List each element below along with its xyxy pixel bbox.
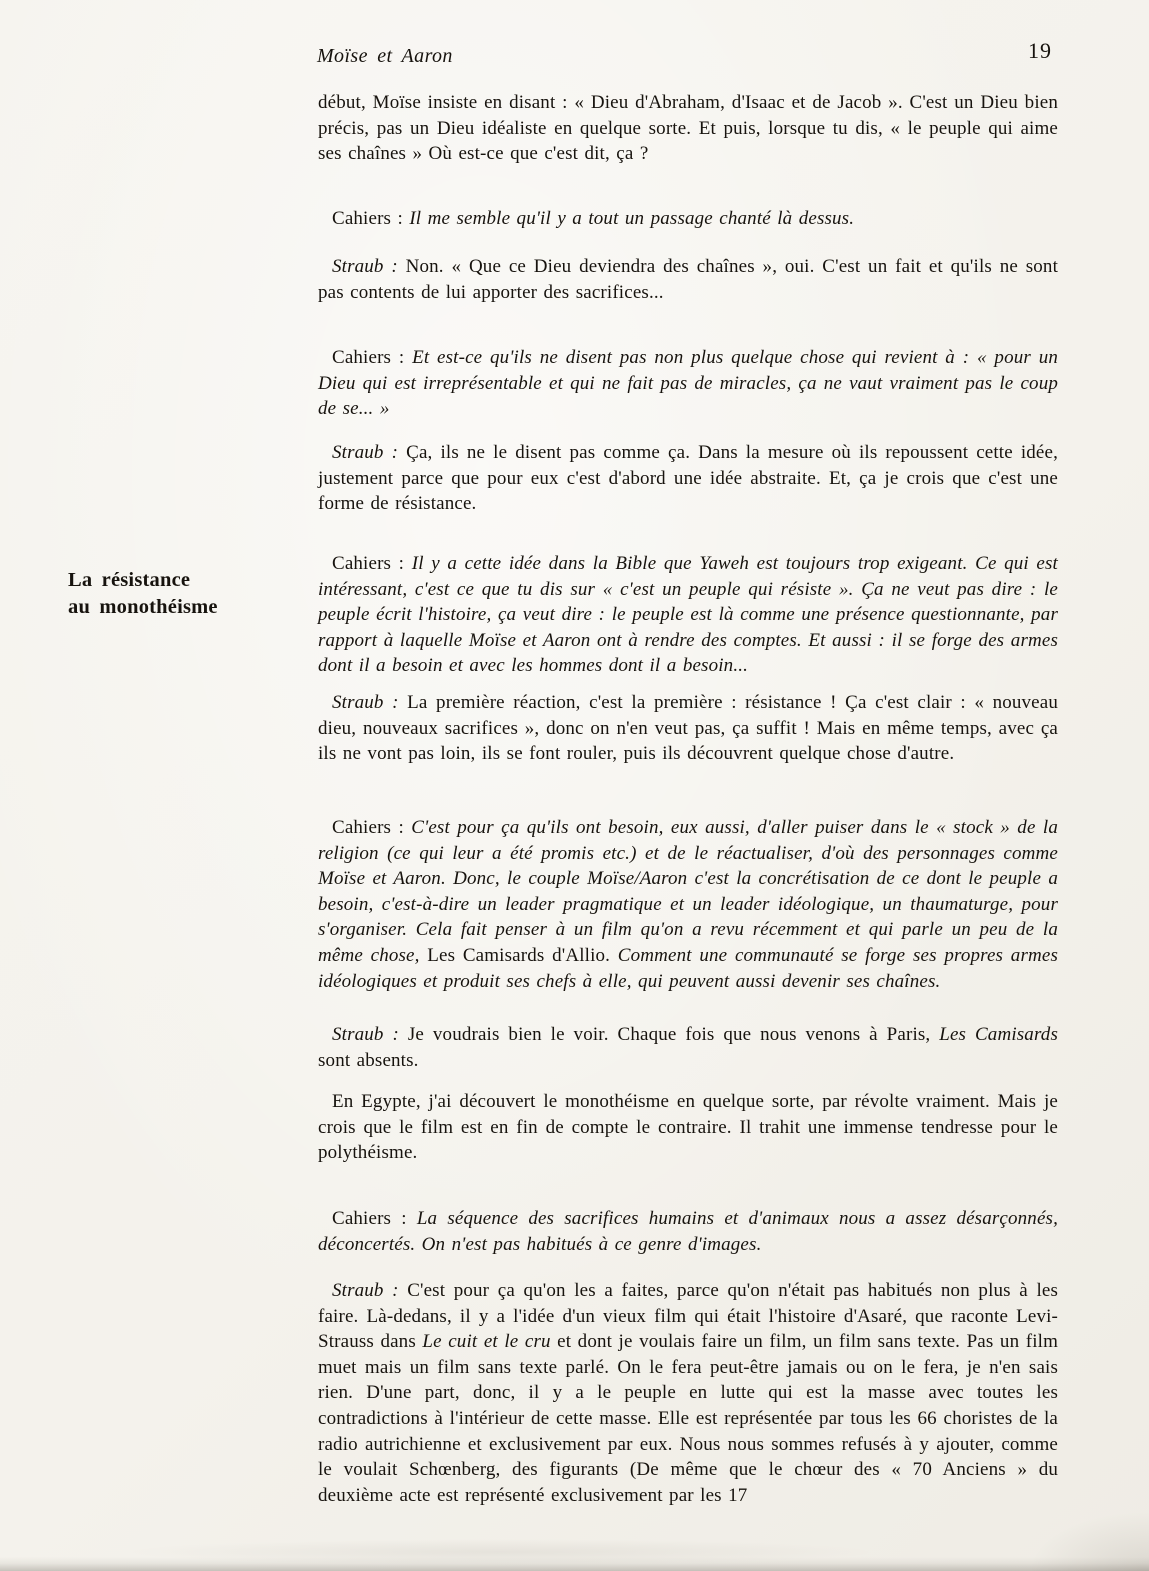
text-segment: Je voudrais bien le voir. Chaque fois que nous venons à Paris, bbox=[407, 1024, 940, 1045]
paragraph bbox=[318, 1089, 1058, 1166]
text-segment: Straub : bbox=[332, 1024, 408, 1045]
text-segment: Non. « Que ce Dieu deviendra des chaînes », oui. C'est un fait et qu'ils ne sont pas contents de lui apporter des sacrifices... bbox=[318, 256, 1058, 303]
paragraph bbox=[318, 815, 1058, 994]
text-segment: Cahiers : bbox=[332, 817, 412, 838]
text-segment: Straub : bbox=[332, 442, 407, 463]
text-segment: Il me semble qu'il y a tout un passage chanté là dessus. bbox=[409, 208, 855, 229]
paragraph bbox=[318, 345, 1058, 422]
paragraph bbox=[318, 90, 1058, 167]
text-segment: Straub : bbox=[332, 692, 408, 713]
text-segment: Cahiers : bbox=[332, 347, 413, 368]
page-title: Moïse et Aaron bbox=[317, 45, 453, 67]
text-segment: Les Camisards d'Allio. bbox=[427, 944, 618, 966]
text-segment: Straub : bbox=[332, 1280, 408, 1301]
margin-note-line-1: La résistance bbox=[68, 569, 191, 591]
paragraph bbox=[318, 440, 1058, 517]
text-segment: C'est pour ça qu'on les a faites, parce qu'on n'était pas habitués non plus à les faire. Là-dedans, il y a l'idée d'un vieux film qui était l'histoire d'Asaré, que raconte Levi-Strauss dans bbox=[318, 1280, 1058, 1353]
text-segment: C'est pour ça qu'ils ont besoin, eux aussi, d'aller puiser dans le « stock » de la religion (ce qui leur a été promis etc.) et de le réactualiser, d'où des personnages comme Moïse et Aaron. Donc, le couple Moïse/Aaron c'est la concrétisation de ce dont le peuple a besoin, c'est-à-dire un leader pragmatique et un leader idéologique, un thaumaturge, pour s'organiser. Cela fait penser à un film qu'on a revu récemment et qui parle un peu de la même chose, bbox=[318, 817, 1058, 966]
text-segment: Le cuit et le cru bbox=[422, 1331, 551, 1353]
margin-note-line-2: au monothéisme bbox=[68, 596, 218, 618]
text-segment: Et est-ce qu'ils ne disent pas non plus quelque chose qui revient à : « pour un Dieu qui est irreprésentable et qui ne fait pas de miracles, ça ne vaut vraiment pas le coup de se... » bbox=[318, 347, 1058, 420]
text-segment: Cahiers : bbox=[332, 208, 410, 229]
text-segment: Comment une communauté se forge ses propres armes idéologiques et produit ses chefs à elle, qui peuvent aussi devenir ses chaînes. bbox=[318, 944, 1058, 992]
paragraph bbox=[318, 551, 1058, 679]
text-segment: La première réaction, c'est la première : résistance ! Ça c'est clair : « nouveau dieu, nouveaux sacrifices », donc on n'en veut pas, ça suffit ! Mais en même temps, avec ça ils ne vont pas loin, ils se font rouler, puis ils découvrent quelque chose d'autre. bbox=[318, 692, 1059, 765]
page-number: 19 bbox=[1028, 38, 1052, 63]
text-segment: La séquence des sacrifices humains et d'animaux nous a assez désarçonnés, déconcertés. On n'est pas habitués à ce genre d'images. bbox=[318, 1208, 1058, 1255]
text-segment: Cahiers : bbox=[332, 1208, 417, 1229]
text-segment: sont absents. bbox=[318, 1049, 419, 1071]
paragraph bbox=[318, 1206, 1058, 1257]
paragraph bbox=[318, 1022, 1058, 1073]
text-segment: Cahiers : bbox=[332, 553, 412, 574]
paragraph bbox=[318, 690, 1058, 767]
text-segment: et dont je voulais faire un film, un film sans texte. Pas un film muet mais un film sans texte parlé. On le fera peut-être jamais ou on le fera, je n'en sais rien. D'une part, donc, il y a le peuple en lutte qui est la masse avec toutes les contradictions à l'intérieur de cette masse. Elle est représentée par tous les 66 choristes de la radio autrichienne et exclusivement par eux. Nous nous sommes refusés à y ajouter, comme le voulait Schœnberg, des figurants (De même que le chœur des « 70 Anciens » du deuxième acte est représenté exclusivement par les 17 bbox=[318, 1331, 1058, 1506]
text-segment: Il y a cette idée dans la Bible que Yaweh est toujours trop exigeant. Ce qui est intéressant, c'est ce que tu dis sur « c'est un peuple qui résiste ». Ça ne veut pas dire : le peuple écrit l'histoire, ça veut dire : le peuple est là comme une présence questionnante, par rapport à laquelle Moïse et Aaron ont à rendre des comptes. Et aussi : il se forge des armes dont il a besoin et avec les hommes dont il a besoin... bbox=[318, 553, 1058, 677]
text-segment: Straub : bbox=[332, 256, 406, 277]
paragraph bbox=[318, 1278, 1058, 1508]
text-segment: En Egypte, j'ai découvert le monothéisme en quelque sorte, par révolte vraiment. Mais je crois que le film est en fin de compte le contraire. Il trahit une immense tendresse pour le polythéisme. bbox=[318, 1091, 1058, 1164]
paragraph bbox=[318, 254, 1058, 305]
text-segment: Les Camisards bbox=[939, 1024, 1058, 1045]
paragraph bbox=[318, 206, 1058, 232]
page-edge-shadow bbox=[0, 1557, 1149, 1571]
margin-note bbox=[68, 567, 288, 621]
text-segment: début, Moïse insiste en disant : « Dieu d'Abraham, d'Isaac et de Jacob ». C'est un Dieu bien précis, pas un Dieu idéaliste en quelque sorte. Et puis, lorsque tu dis, « le peuple qui aime ses chaînes » Où est-ce que c'est dit, ça ? bbox=[318, 92, 1058, 165]
text-segment: Ça, ils ne le disent pas comme ça. Dans la mesure où ils repoussent cette idée, justement parce que pour eux c'est d'abord une idée abstraite. Et, ça je crois que c'est une forme de résistance. bbox=[318, 442, 1058, 515]
